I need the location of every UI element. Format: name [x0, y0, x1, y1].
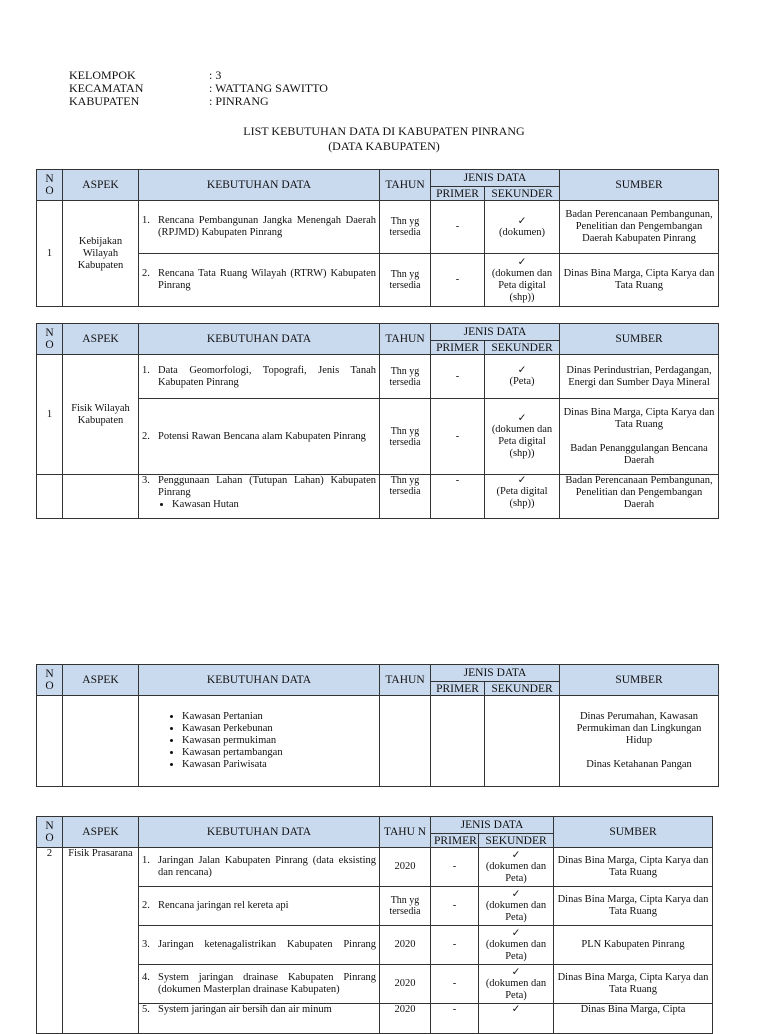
col-header-jenis: JENIS DATA — [431, 324, 560, 341]
table-fisik-prasarana — [36, 816, 713, 1034]
cell-primer: - — [431, 926, 479, 965]
item-text: Jaringan ketenagalistrikan Kabupaten Pinrang — [158, 939, 376, 950]
table-row — [37, 475, 719, 519]
cell-sumber: Dinas Bina Marga, Cipta Karya dan Tata Ruang — [554, 965, 713, 1004]
cell-kebutuhan — [139, 399, 380, 475]
check-icon: ✓ — [517, 365, 527, 376]
cell-aspek: Kebijakan Wilayah Kabupaten — [63, 201, 139, 307]
col-header-jenis: JENIS DATA — [431, 817, 554, 834]
item-number: 4. — [142, 972, 150, 983]
col-header-sumber: SUMBER — [560, 665, 719, 696]
col-header-tahun: TAHUN — [380, 170, 431, 201]
sekunder-text: (dokumen dan Peta digital (shp)) — [491, 267, 553, 303]
cell-no: 1 — [37, 201, 63, 307]
col-header-no: N O — [37, 170, 63, 201]
item-text: Jaringan Jalan Kabupaten Pinrang (data eksisting dan rencana) — [158, 855, 376, 878]
col-header-tahun: TAHU N — [380, 817, 431, 848]
cell-sumber: Dinas Bina Marga, Cipta Karya dan Tata Ruang — [560, 254, 719, 307]
col-header-sumber: SUMBER — [560, 324, 719, 355]
table-fisik-wilayah — [36, 323, 719, 519]
check-icon: ✓ — [517, 215, 527, 227]
cell-kebutuhan — [139, 254, 380, 307]
cell-tahun: Thn yg tersedia — [380, 201, 431, 254]
cell-no — [37, 475, 63, 519]
cell-tahun: 2020 — [380, 848, 431, 887]
check-icon: ✓ — [511, 888, 521, 900]
item-text: Data Geomorfologi, Topografi, Jenis Tanah Kabupaten Pinrang — [158, 364, 376, 388]
table-penggunaan-lahan — [36, 664, 719, 787]
col-header-kebutuhan: KEBUTUHAN DATA — [139, 817, 380, 848]
sekunder-text: (Peta digital (shp)) — [496, 486, 548, 509]
cell-no — [37, 696, 63, 787]
cell-sekunder — [479, 965, 554, 1004]
col-header-sekunder: SEKUNDER — [479, 834, 554, 848]
cell-aspek: Fisik Wilayah Kabupaten — [63, 355, 139, 475]
col-header-primer: PRIMER — [431, 682, 485, 696]
check-icon: ✓ — [517, 475, 527, 486]
col-header-tahun: TAHUN — [380, 665, 431, 696]
col-header-kebutuhan: KEBUTUHAN DATA — [139, 170, 380, 201]
cell-primer: - — [431, 355, 485, 399]
cell-sumber: Dinas Bina Marga, Cipta Karya dan Tata Ruang — [554, 887, 713, 926]
cell-tahun: Thn yg tersedia — [380, 355, 431, 399]
col-header-primer: PRIMER — [431, 187, 485, 201]
cell-tahun: Thn yg tersedia — [380, 254, 431, 307]
col-header-jenis: JENIS DATA — [431, 170, 560, 187]
header-value: : 3 — [209, 68, 222, 82]
cell-sekunder — [479, 926, 554, 965]
item-text: System jaringan air bersih dan air minum — [158, 1004, 332, 1015]
sekunder-text: (dokumen dan Peta) — [485, 977, 547, 1001]
item-text: System jaringan drainase Kabupaten Pinrang (dokumen Masterplan drainase Kabupaten) — [158, 972, 376, 995]
check-icon: ✓ — [511, 1004, 521, 1015]
item-number: 2. — [142, 268, 150, 279]
cell-sumber: Dinas Perindustrian, Perdagangan, Energi dan Sumber Daya Mineral — [560, 355, 719, 399]
item-number: 2. — [142, 430, 150, 442]
table-row — [37, 965, 713, 1004]
cell-kebutuhan — [139, 201, 380, 254]
check-icon: ✓ — [511, 849, 521, 861]
col-header-aspek: ASPEK — [63, 665, 139, 696]
table-row — [37, 355, 719, 399]
item-number: 5. — [142, 1004, 150, 1015]
table-row — [37, 399, 719, 475]
sumber-text: Dinas Perumahan, Kawasan Permukiman dan Lingkungan Hidup — [576, 711, 702, 746]
sekunder-text: (dokumen dan Peta) — [485, 899, 547, 923]
col-header-jenis: JENIS DATA — [431, 665, 560, 682]
list-item: • Kawasan Pertanian — [182, 711, 376, 723]
list-item: • Kawasan Hutan — [172, 499, 376, 511]
cell-tahun: Thn yg tersedia — [380, 399, 431, 475]
cell-primer: - — [431, 1004, 479, 1034]
cell-kebutuhan — [139, 848, 380, 887]
cell-tahun: 2020 — [380, 965, 431, 1004]
check-icon: ✓ — [511, 927, 521, 939]
cell-sekunder — [479, 1004, 554, 1034]
cell-sekunder — [485, 254, 560, 307]
sekunder-text: (dokumen dan Peta digital (shp)) — [491, 424, 553, 459]
list-item: • Kawasan permukiman — [182, 735, 376, 747]
item-text: Rencana jaringan rel kereta api — [158, 900, 289, 911]
cell-kebutuhan — [139, 355, 380, 399]
cell-primer: - — [431, 848, 479, 887]
cell-sekunder — [485, 696, 560, 787]
col-header-tahun: TAHUN — [380, 324, 431, 355]
cell-primer: - — [431, 201, 485, 254]
document-title: LIST KEBUTUHAN DATA DI KABUPATEN PINRANG — [243, 124, 525, 138]
cell-aspek: Fisik Prasarana — [63, 848, 139, 1034]
col-header-no: N O — [37, 665, 63, 696]
col-header-kebutuhan: KEBUTUHAN DATA — [139, 324, 380, 355]
cell-primer: - — [431, 965, 479, 1004]
cell-sekunder — [479, 848, 554, 887]
item-text: Potensi Rawan Bencana alam Kabupaten Pinrang — [158, 430, 366, 442]
cell-tahun: 2020 — [380, 926, 431, 965]
cell-sumber: Badan Perencanaan Pembangunan, Penelitian dan Pengembangan Daerah — [560, 475, 719, 519]
table-row — [37, 887, 713, 926]
sumber-text: Dinas Bina Marga, Cipta Karya dan Tata Ruang — [563, 406, 715, 430]
col-header-sumber: SUMBER — [554, 817, 713, 848]
col-header-no: N O — [37, 324, 63, 355]
item-number: 3. — [142, 939, 150, 950]
cell-tahun: Thn yg tersedia — [380, 887, 431, 926]
cell-primer: - — [431, 399, 485, 475]
cell-kebutuhan — [139, 887, 380, 926]
sumber-text: Dinas Ketahanan Pangan — [586, 759, 692, 770]
col-header-aspek: ASPEK — [63, 817, 139, 848]
cell-tahun — [380, 696, 431, 787]
cell-sekunder — [479, 887, 554, 926]
col-header-sekunder: SEKUNDER — [485, 341, 560, 355]
cell-sekunder — [485, 201, 560, 254]
sekunder-text: (dokumen dan Peta) — [485, 860, 547, 884]
table-row — [37, 1004, 713, 1034]
table-row — [37, 926, 713, 965]
cell-kebutuhan — [139, 696, 380, 787]
item-number: 2. — [142, 900, 150, 911]
item-number: 1. — [142, 215, 150, 226]
cell-primer: - — [431, 475, 485, 519]
list-item: • Kawasan Perkebunan — [182, 723, 376, 735]
col-header-sumber: SUMBER — [560, 170, 719, 201]
item-text: Rencana Pembangunan Jangka Menengah Daerah (RPJMD) Kabupaten Pinrang — [158, 215, 376, 238]
header-row-kabupaten — [69, 95, 328, 108]
item-text: Penggunaan Lahan (Tutupan Lahan) Kabupaten Pinrang — [158, 475, 376, 498]
table-kebijakan — [36, 169, 719, 307]
header-value: : PINRANG — [209, 94, 269, 108]
col-header-no: N O — [37, 817, 63, 848]
cell-sumber — [560, 696, 719, 787]
col-header-aspek: ASPEK — [63, 324, 139, 355]
document-subtitle: (DATA KABUPATEN) — [328, 139, 440, 153]
item-number: 3. — [142, 475, 150, 486]
item-text: Rencana Tata Ruang Wilayah (RTRW) Kabupaten Pinrang — [158, 268, 376, 291]
check-icon: ✓ — [517, 256, 527, 268]
check-icon: ✓ — [511, 966, 521, 978]
cell-primer: - — [431, 254, 485, 307]
cell-sekunder — [485, 475, 560, 519]
sekunder-text: (dokumen dan Peta) — [485, 938, 547, 962]
header-label: KECAMATAN — [69, 81, 144, 95]
table-row — [37, 254, 719, 307]
cell-no: 2 — [37, 848, 63, 1034]
col-header-aspek: ASPEK — [63, 170, 139, 201]
sumber-text: Badan Penanggulangan Bencana Daerah — [570, 442, 708, 466]
cell-sumber: Badan Perencanaan Pembangunan, Penelitian dan Pengembangan Daerah Kabupaten Pinrang — [560, 201, 719, 254]
cell-sekunder — [485, 355, 560, 399]
cell-kebutuhan — [139, 475, 380, 519]
document-header — [69, 69, 328, 108]
cell-kebutuhan — [139, 965, 380, 1004]
cell-tahun: Thn yg tersedia — [380, 475, 431, 519]
cell-no: 1 — [37, 355, 63, 475]
cell-aspek — [63, 696, 139, 787]
cell-kebutuhan — [139, 1004, 380, 1034]
col-header-primer: PRIMER — [431, 834, 479, 848]
cell-sekunder — [485, 399, 560, 475]
cell-aspek — [63, 475, 139, 519]
table-row — [37, 201, 719, 254]
list-item: • Kawasan Pariwisata — [182, 759, 376, 771]
cell-primer: - — [431, 887, 479, 926]
col-header-kebutuhan: KEBUTUHAN DATA — [139, 665, 380, 696]
col-header-primer: PRIMER — [431, 341, 485, 355]
cell-kebutuhan — [139, 926, 380, 965]
cell-sumber: Dinas Bina Marga, Cipta Karya dan Tata Ruang — [554, 848, 713, 887]
cell-primer — [431, 696, 485, 787]
item-number: 1. — [142, 364, 150, 376]
header-label: KELOMPOK — [69, 68, 136, 82]
item-number: 1. — [142, 855, 150, 866]
sekunder-text: (dokumen) — [498, 226, 546, 238]
cell-sumber — [560, 399, 719, 475]
table-row — [37, 848, 713, 887]
cell-sumber: PLN Kabupaten Pinrang — [554, 926, 713, 965]
col-header-sekunder: SEKUNDER — [485, 187, 560, 201]
sekunder-text: (Peta) — [509, 376, 535, 387]
cell-sumber: Dinas Bina Marga, Cipta — [554, 1004, 713, 1034]
check-icon: ✓ — [517, 413, 527, 424]
header-label: KABUPATEN — [69, 94, 140, 108]
col-header-sekunder: SEKUNDER — [485, 682, 560, 696]
table-row — [37, 696, 719, 787]
cell-tahun: 2020 — [380, 1004, 431, 1034]
header-value: : WATTANG SAWITTO — [209, 81, 328, 95]
list-item: • Kawasan pertambangan — [182, 747, 376, 759]
